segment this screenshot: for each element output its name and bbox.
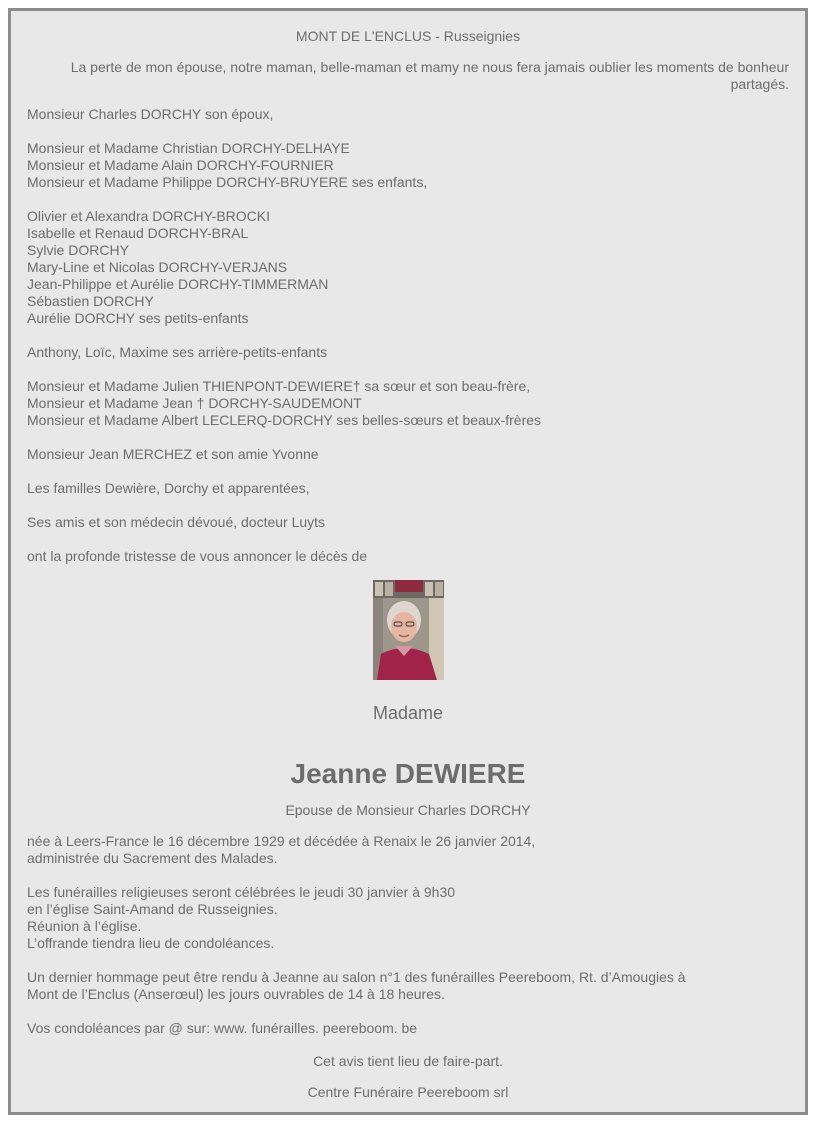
condolences-line	[27, 1020, 789, 1037]
birth-death-details	[27, 833, 789, 867]
notice-content	[27, 28, 789, 1101]
family-line: Sébastien DORCHY	[27, 293, 154, 309]
family-line: Anthony, Loïc, Maxime ses arrière-petits-enfants	[27, 344, 328, 360]
family-line: Olivier et Alexandra DORCHY-BROCKI	[27, 208, 271, 224]
detail-line: Mont de l’Enclus (Anserœul) les jours ouvrables de 14 à 18 heures.	[27, 986, 445, 1002]
family-line: Mary-Line et Nicolas DORCHY-VERJANS	[27, 259, 288, 275]
family-line: Monsieur et Madame Alain DORCHY-FOURNIER	[27, 157, 334, 173]
location-header: MONT DE L'ENCLUS - Russeignies	[295, 28, 521, 44]
announcement-line	[27, 548, 789, 565]
family-group-children	[27, 140, 789, 191]
family-line: Monsieur Charles DORCHY son époux,	[27, 106, 274, 122]
family-group-spouse	[27, 106, 789, 123]
detail-line: en l’église Saint-Amand de Russeignies.	[27, 901, 278, 917]
detail-line: L’offrande tiendra lieu de condoléances.	[27, 935, 275, 951]
family-group-families	[27, 480, 789, 497]
family-group-friend	[27, 446, 789, 463]
family-line: Les familles Dewière, Dorchy et apparentées,	[27, 480, 310, 496]
deceased-title: Madame	[372, 703, 444, 723]
family-line: Monsieur et Madame Albert LECLERQ-DORCHY ses belles-sœurs et beaux-frères	[27, 412, 542, 428]
detail-line: Réunion à l’église.	[27, 918, 142, 934]
family-line: Monsieur et Madame Julien THIENPONT-DEWIERE† sa sœur et son beau-frère,	[27, 378, 531, 394]
family-group-friends-doctor	[27, 514, 789, 531]
family-line: Aurélie DORCHY ses petits-enfants	[27, 310, 249, 326]
detail-line: Vos condoléances par @ sur: www. funérailles. peereboom. be	[27, 1020, 418, 1036]
spouse-line: Epouse de Monsieur Charles DORCHY	[285, 802, 531, 818]
family-line: Sylvie DORCHY	[27, 242, 129, 258]
family-line: Monsieur et Madame Christian DORCHY-DELHAYE	[27, 140, 350, 156]
funeral-details	[27, 884, 789, 952]
family-line: Monsieur Jean MERCHEZ et son amie Yvonne	[27, 446, 319, 462]
portrait-image	[373, 580, 444, 680]
family-line: Monsieur et Madame Jean † DORCHY-SAUDEMONT	[27, 395, 362, 411]
family-line: ont la profonde tristesse de vous annoncer le décès de	[27, 548, 368, 564]
family-group-grandchildren	[27, 208, 789, 327]
obituary-notice	[8, 8, 808, 1115]
family-line: Jean-Philippe et Aurélie DORCHY-TIMMERMAN	[27, 276, 329, 292]
deceased-name: Jeanne DEWIERE	[290, 758, 526, 789]
family-line: Isabelle et Renaud DORCHY-BRAL	[27, 225, 249, 241]
family-line: Monsieur et Madame Philippe DORCHY-BRUYERE ses enfants,	[27, 174, 428, 190]
family-group-great-grandchildren	[27, 344, 789, 361]
detail-line: administrée du Sacrement des Malades.	[27, 850, 278, 866]
deceased-portrait	[373, 580, 444, 680]
homage-details	[27, 969, 789, 1003]
family-group-siblings	[27, 378, 789, 429]
family-line: Ses amis et son médecin dévoué, docteur Luyts	[27, 514, 326, 530]
detail-line: née à Leers-France le 16 décembre 1929 et décédée à Renaix le 26 janvier 2014,	[27, 833, 536, 849]
footer-company: Centre Funéraire Peereboom srl	[307, 1084, 509, 1100]
footer-note: Cet avis tient lieu de faire-part.	[313, 1053, 503, 1069]
intro-text: La perte de mon épouse, notre maman, belle-maman et mamy ne nous fera jamais oublier les moments de bonheur partagés.	[70, 59, 789, 92]
detail-line: Un dernier hommage peut être rendu à Jeanne au salon n°1 des funérailles Peereboom, Rt. d’Amougies à	[27, 969, 686, 985]
portrait-container	[27, 580, 789, 680]
detail-line: Les funérailles religieuses seront célébrées le jeudi 30 janvier à 9h30	[27, 884, 456, 900]
